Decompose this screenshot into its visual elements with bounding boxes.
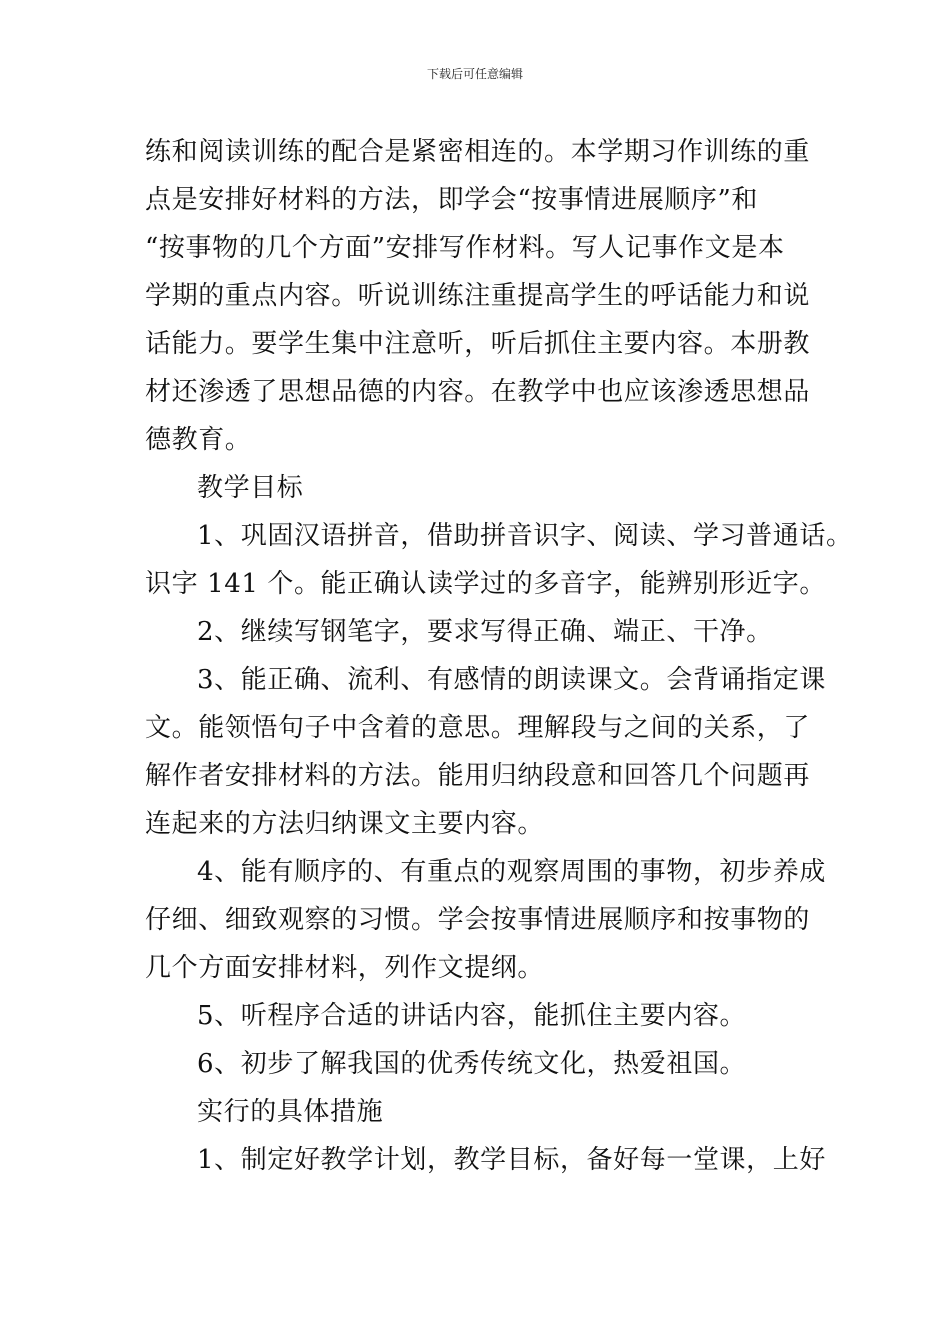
paragraph-first-line: 2、继续写钢笔字，要求写得正确、端正、干净。 <box>197 617 773 647</box>
paragraph-line: 文。能领悟句子中含着的意思。理解段与之间的关系，了 <box>145 713 811 743</box>
paragraph-line: 学期的重点内容。听说训练注重提高学生的呼话能力和说 <box>145 281 811 311</box>
paragraph-line: 话能力。要学生集中注意听，听后抓住主要内容。本册教 <box>145 329 811 359</box>
paragraph-line: 连起来的方法归纳课文主要内容。 <box>145 809 545 839</box>
paragraph-line: 解作者安排材料的方法。能用归纳段意和回答几个问题再 <box>145 761 811 791</box>
paragraph-first-line: 1、巩固汉语拼音，借助拼音识字、阅读、学习普通话。 <box>197 521 853 551</box>
page-header: 下载后可任意编辑 <box>426 67 523 81</box>
paragraph-line: 练和阅读训练的配合是紧密相连的。本学期习作训练的重 <box>145 137 811 167</box>
paragraph-line: “按事物的几个方面”安排写作材料。写人记事作文是本 <box>145 233 785 263</box>
paragraph-first-line: 3、能正确、流利、有感情的朗读课文。会背诵指定课 <box>197 665 826 695</box>
paragraph-line: 德教育。 <box>145 425 252 455</box>
paragraph-line: 识字 141 个。能正确认读学过的多音字，能辨别形近字。 <box>145 569 826 599</box>
paragraph-first-line: 实行的具体措施 <box>197 1097 384 1127</box>
paragraph-line: 几个方面安排材料，列作文提纲。 <box>145 953 545 983</box>
paragraph-first-line: 教学目标 <box>197 473 304 503</box>
paragraph-line: 仔细、细致观察的习惯。学会按事情进展顺序和按事物的 <box>145 905 811 935</box>
paragraph-first-line: 6、初步了解我国的优秀传统文化，热爱祖国。 <box>197 1049 747 1079</box>
paragraph-first-line: 5、听程序合适的讲话内容，能抓住主要内容。 <box>197 1001 747 1031</box>
document-body <box>145 128 853 1184</box>
paragraph-first-line: 1、制定好教学计划，教学目标，备好每一堂课，上好 <box>197 1145 826 1175</box>
paragraph-first-line: 4、能有顺序的、有重点的观察周围的事物，初步养成 <box>197 857 826 887</box>
paragraph-line: 点是安排好材料的方法，即学会“按事情进展顺序”和 <box>145 185 758 215</box>
paragraph-line: 材还渗透了思想品德的内容。在教学中也应该渗透思想品 <box>145 377 811 407</box>
